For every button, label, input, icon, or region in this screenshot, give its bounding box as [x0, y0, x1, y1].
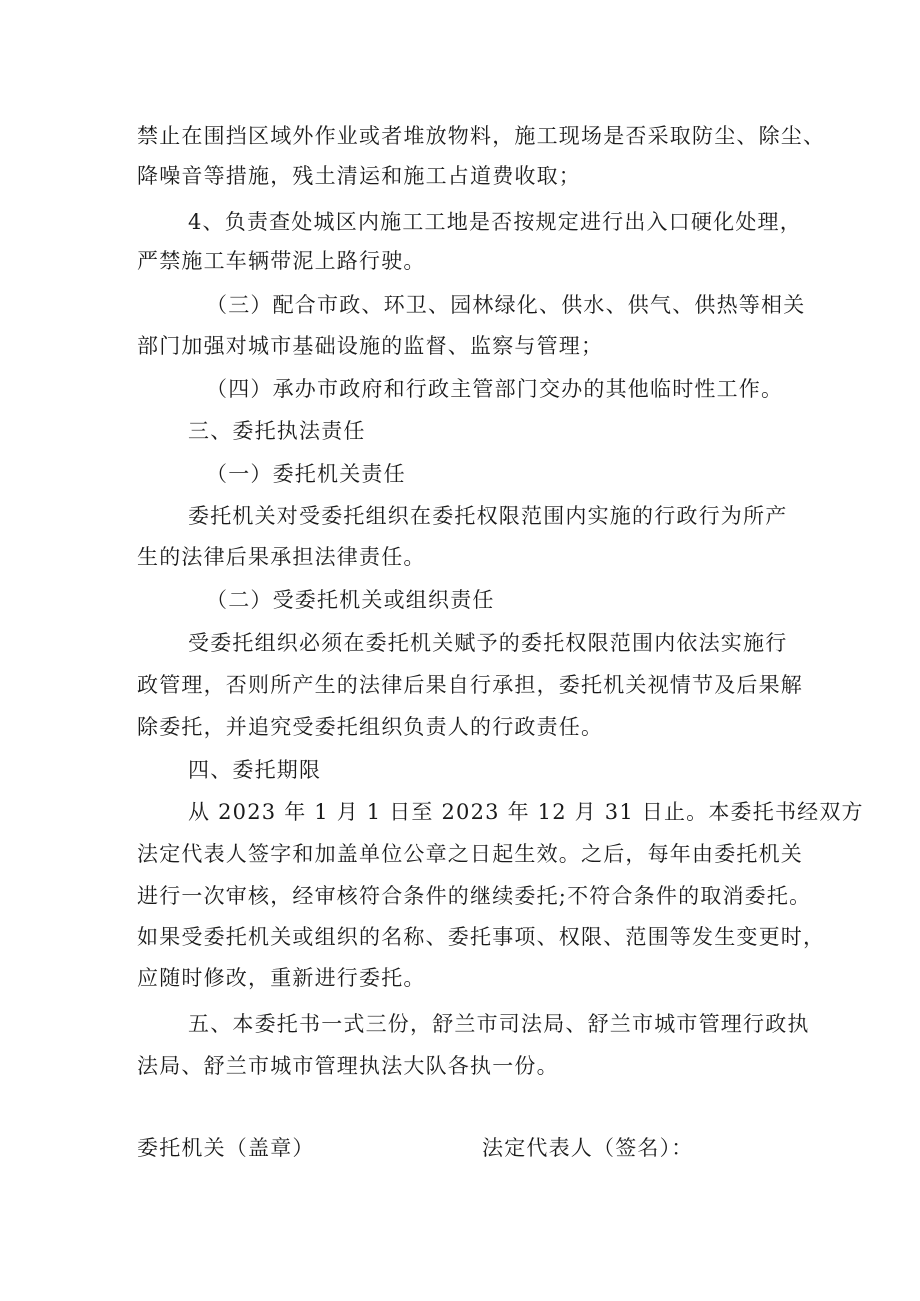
text-line: 法局、舒兰市城市管理执法大队各执一份。	[137, 1054, 559, 1078]
text-line: 生的法律后果承担法律责任。	[137, 545, 426, 569]
subsection-heading: （一）委托机关责任	[206, 462, 406, 486]
text-line: 法定代表人签字和加盖单位公章之日起生效。之后，每年由委托机关	[137, 842, 803, 866]
text-line: （三）配合市政、环卫、园林绿化、供水、供气、供热等相关	[206, 293, 806, 317]
text-line: 部门加强对城市基础设施的监督、监察与管理；	[137, 334, 604, 358]
text-line: 从 2023 年 1 月 1 日至 2023 年 12 月 31 日止。本委托书经双方	[188, 800, 864, 824]
text-line: 五、本委托书一式三份，舒兰市司法局、舒兰市城市管理行政执	[188, 1012, 810, 1036]
text-line: 降噪音等措施，残土清运和施工占道费收取；	[137, 164, 581, 188]
section-heading: 三、委托执法责任	[188, 419, 366, 443]
text-line: 委托机关对受委托组织在委托权限范围内实施的行政行为所产	[188, 504, 788, 528]
text-line: （四）承办市政府和行政主管部门交办的其他临时性工作。	[206, 377, 784, 401]
text-line: 受委托组织必须在委托机关赋予的委托权限范围内依法实施行	[188, 631, 788, 655]
text-line: 应随时修改，重新进行委托。	[137, 966, 426, 990]
text-line: 进行一次审核，经审核符合条件的继续委托;不符合条件的取消委托。	[137, 884, 812, 908]
text-line: 禁止在围挡区域外作业或者堆放物料，施工现场是否采取防尘、除尘、	[137, 124, 826, 148]
subsection-heading: （二）受委托机关或组织责任	[206, 588, 495, 612]
text-line: 严禁施工车辆带泥上路行驶。	[137, 249, 426, 273]
text-line: 4、负责查处城区内施工工地是否按规定进行出入口硬化处理，	[188, 210, 802, 234]
signature-agency-label: 委托机关（盖章）	[137, 1136, 315, 1160]
signature-representative-label: 法定代表人（签名）：	[482, 1136, 694, 1160]
text-line: 除委托，并追究受委托组织负责人的行政责任。	[137, 715, 604, 739]
text-line: 政管理，否则所产生的法律后果自行承担，委托机关视情节及后果解	[137, 673, 803, 697]
section-heading: 四、委托期限	[188, 758, 322, 782]
text-line: 如果受委托机关或组织的名称、委托事项、权限、范围等发生变更时，	[137, 925, 826, 949]
